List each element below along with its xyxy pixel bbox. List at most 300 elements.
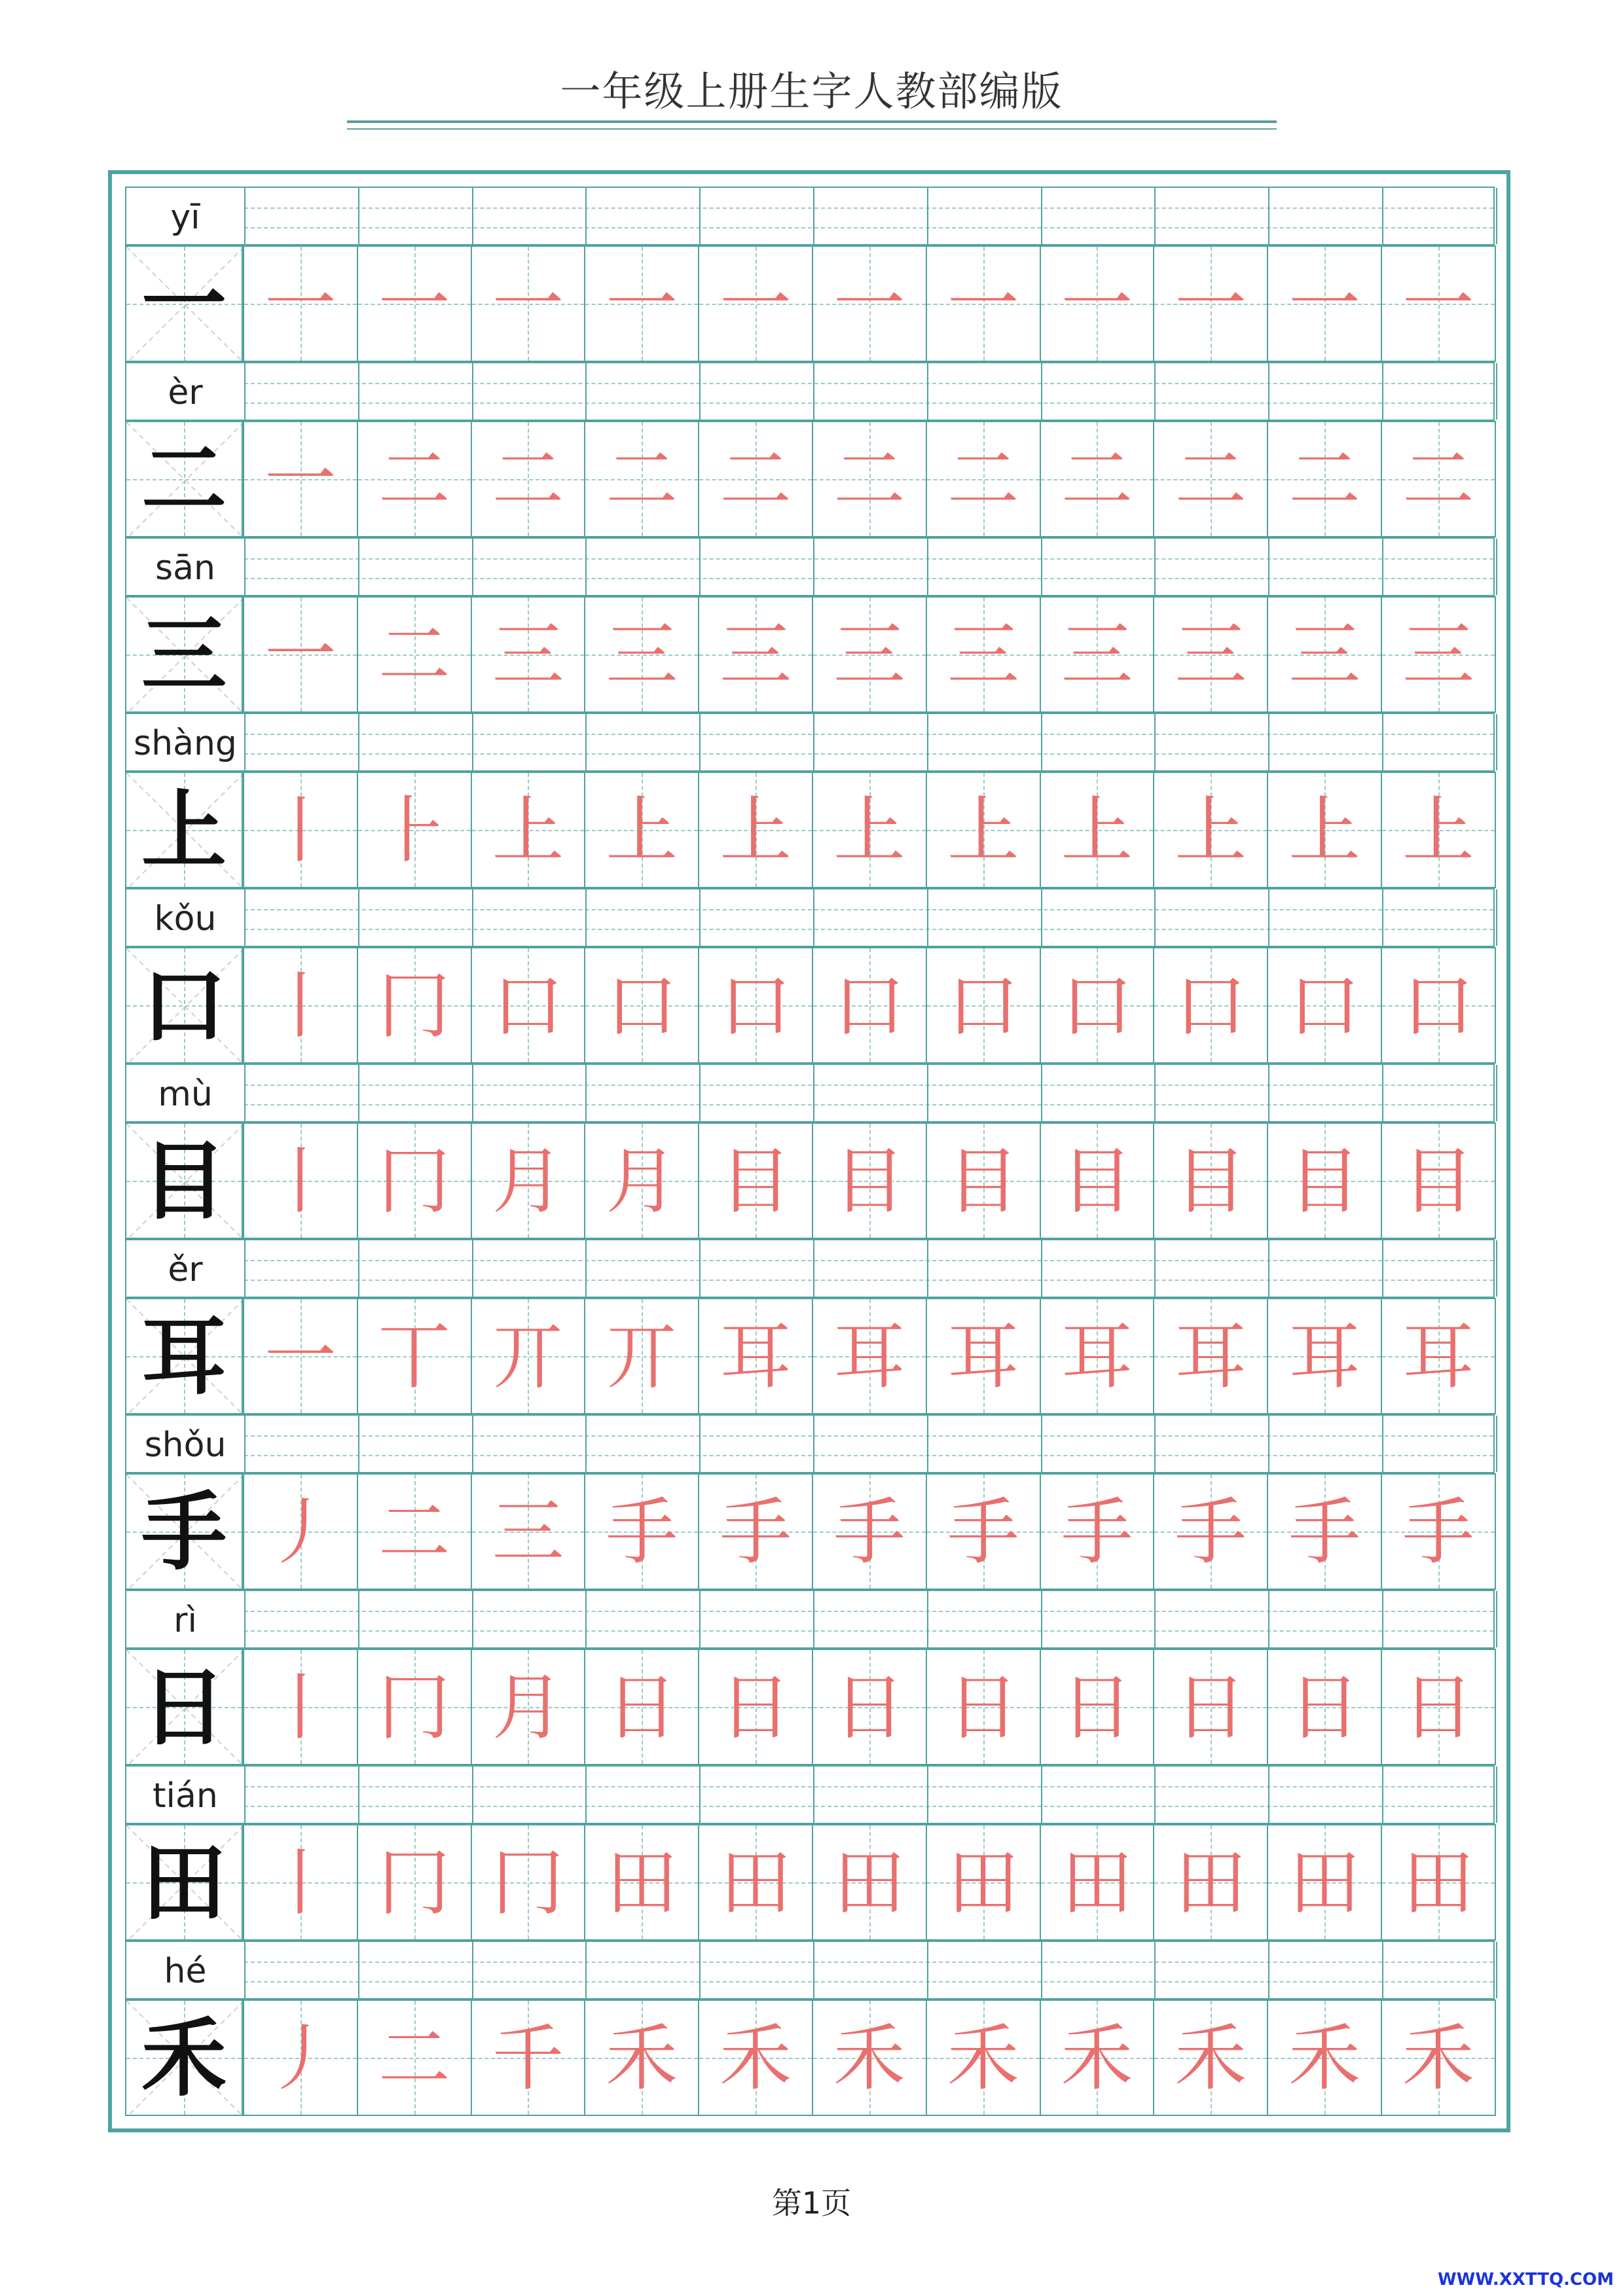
stroke-order-character: 二 — [606, 438, 678, 522]
tracing-cell[interactable] — [1153, 421, 1268, 537]
tracing-cell[interactable] — [584, 596, 699, 713]
stroke-order-character: 日 — [720, 1666, 792, 1749]
tracing-cell[interactable] — [1153, 1824, 1268, 1941]
tracing-cell[interactable] — [812, 772, 927, 888]
pinyin-label: sān — [155, 548, 215, 588]
tracing-cell[interactable] — [584, 1298, 699, 1414]
tracing-cell[interactable] — [698, 1649, 813, 1765]
tracing-cell[interactable] — [471, 1473, 586, 1590]
pinyin-band — [125, 713, 1495, 772]
stroke-order-character: 冂 — [378, 1139, 450, 1223]
stroke-order-character: 耳 — [1288, 1315, 1361, 1399]
tracing-cell[interactable] — [1267, 1824, 1382, 1941]
stroke-order-character: 目 — [1175, 1139, 1247, 1223]
stroke-order-character: 上 — [492, 789, 564, 872]
stroke-order-character: 二 — [1288, 438, 1361, 522]
stroke-order-character: 手 — [1061, 1490, 1133, 1574]
stroke-order-character: 一 — [1402, 262, 1474, 346]
tracing-cell[interactable] — [1153, 1298, 1268, 1414]
tracing-cell[interactable] — [471, 947, 586, 1064]
stroke-order-character: 二 — [1061, 438, 1133, 522]
tracing-cell[interactable] — [471, 1649, 586, 1765]
tracing-cell[interactable] — [698, 421, 813, 537]
stroke-order-character: 田 — [1175, 1841, 1247, 1925]
tracing-cell[interactable] — [1267, 947, 1382, 1064]
stroke-order-character: 禾 — [1402, 2017, 1474, 2100]
stroke-order-character: 二 — [378, 438, 450, 522]
model-character-cell — [125, 421, 243, 537]
character-cells — [125, 1824, 1495, 1941]
tracing-cell[interactable] — [926, 2000, 1041, 2116]
stroke-order-character: 口 — [492, 964, 564, 1048]
tracing-cell[interactable] — [1153, 1649, 1268, 1765]
tracing-cell[interactable] — [812, 245, 927, 362]
stroke-order-character: 耳 — [1175, 1315, 1247, 1399]
stroke-order-character: 禾 — [1061, 2017, 1133, 2100]
tracing-cell[interactable] — [926, 772, 1041, 888]
model-character: 耳 — [141, 1306, 227, 1407]
stroke-order-character: 禾 — [1175, 2017, 1247, 2100]
character-cells — [125, 772, 1495, 888]
tracing-cell[interactable] — [584, 421, 699, 537]
tracing-cell[interactable] — [812, 1122, 927, 1239]
stroke-order-character: 耳 — [833, 1315, 905, 1399]
tracing-cell[interactable] — [698, 1122, 813, 1239]
stroke-order-character: 上 — [720, 789, 792, 872]
tracing-cell[interactable] — [1040, 947, 1155, 1064]
tracing-cell[interactable] — [926, 1824, 1041, 1941]
stroke-order-character: 冂 — [378, 1841, 450, 1925]
character-row — [125, 362, 1495, 537]
pinyin-band — [125, 1941, 1495, 2000]
tracing-cell[interactable] — [243, 772, 358, 888]
practice-grid — [125, 187, 1495, 2115]
model-character: 手 — [141, 1482, 227, 1582]
pinyin-band — [125, 1239, 1495, 1298]
stroke-order-character: 二 — [947, 438, 1019, 522]
tracing-cell[interactable] — [698, 1824, 813, 1941]
stroke-order-character: 田 — [1288, 1841, 1361, 1925]
tracing-cell[interactable] — [1040, 1298, 1155, 1414]
model-character-cell — [125, 1122, 243, 1239]
stroke-order-character: 丅 — [378, 1315, 450, 1399]
tracing-cell[interactable] — [926, 947, 1041, 1064]
stroke-order-character: 日 — [1288, 1666, 1361, 1749]
stroke-order-character: 丨 — [264, 789, 337, 872]
character-cells — [125, 1298, 1495, 1414]
stroke-order-character: 千 — [492, 2017, 564, 2100]
stroke-order-character: 一 — [264, 262, 337, 346]
tracing-cell[interactable] — [1381, 1649, 1496, 1765]
stroke-order-character: 一 — [1061, 262, 1133, 346]
model-character: 日 — [141, 1657, 227, 1757]
tracing-cell[interactable] — [812, 1473, 927, 1590]
stroke-order-character: 日 — [947, 1666, 1019, 1749]
tracing-cell[interactable] — [584, 1473, 699, 1590]
character-cells — [125, 421, 1495, 537]
tracing-cell[interactable] — [812, 947, 927, 1064]
tracing-cell[interactable] — [471, 1122, 586, 1239]
stroke-order-character: 二 — [833, 438, 905, 522]
stroke-order-character: 上 — [1175, 789, 1247, 872]
stroke-order-character: 一 — [264, 1315, 337, 1399]
model-character: 禾 — [141, 2008, 227, 2108]
stroke-order-character: 耳 — [1402, 1315, 1474, 1399]
tracing-cell[interactable] — [471, 772, 586, 888]
tracing-cell[interactable] — [357, 772, 472, 888]
stroke-order-character: 三 — [492, 1490, 564, 1574]
stroke-order-character: 二 — [1402, 438, 1474, 522]
tracing-cell[interactable] — [1040, 1824, 1155, 1941]
stroke-order-character: 丨 — [264, 1841, 337, 1925]
stroke-order-character: 二 — [492, 438, 564, 522]
pinyin-label: kǒu — [154, 899, 217, 939]
stroke-order-character: 三 — [606, 613, 678, 697]
model-character: 田 — [141, 1833, 227, 1933]
stroke-order-character: 口 — [720, 964, 792, 1048]
tracing-cell[interactable] — [471, 596, 586, 713]
stroke-order-character: 田 — [606, 1841, 678, 1925]
stroke-order-character: 二 — [378, 1490, 450, 1574]
stroke-order-character: 禾 — [1288, 2017, 1361, 2100]
character-row — [125, 1414, 1495, 1590]
stroke-order-character: 一 — [1288, 262, 1361, 346]
stroke-order-character: 日 — [1402, 1666, 1474, 1749]
tracing-cell[interactable] — [243, 1122, 358, 1239]
model-character: 三 — [141, 605, 227, 705]
tracing-cell[interactable] — [1381, 1298, 1496, 1414]
stroke-order-character: 一 — [833, 262, 905, 346]
pinyin-band — [125, 1590, 1495, 1649]
model-character-cell — [125, 596, 243, 713]
tracing-cell[interactable] — [471, 1298, 586, 1414]
stroke-order-character: 日 — [1175, 1666, 1247, 1749]
tracing-cell[interactable] — [812, 1649, 927, 1765]
tracing-cell[interactable] — [1267, 1473, 1382, 1590]
stroke-order-character: 手 — [606, 1490, 678, 1574]
pinyin-label: shǒu — [144, 1426, 227, 1465]
stroke-order-character: 上 — [606, 789, 678, 872]
stroke-order-character: 丿 — [264, 1490, 337, 1574]
stroke-order-character: 月 — [492, 1139, 564, 1223]
pinyin-label: yī — [170, 198, 200, 237]
stroke-order-character: 三 — [492, 613, 564, 697]
character-row — [125, 713, 1495, 888]
tracing-cell[interactable] — [698, 2000, 813, 2116]
tracing-cell[interactable] — [357, 1824, 472, 1941]
stroke-order-character: 三 — [1402, 613, 1474, 697]
tracing-cell[interactable] — [1267, 596, 1382, 713]
tracing-cell[interactable] — [812, 1298, 927, 1414]
tracing-cell[interactable] — [1040, 2000, 1155, 2116]
tracing-cell[interactable] — [1040, 245, 1155, 362]
model-character-cell — [125, 245, 243, 362]
tracing-cell[interactable] — [698, 245, 813, 362]
stroke-order-character: 一 — [492, 262, 564, 346]
tracing-cell[interactable] — [1040, 596, 1155, 713]
stroke-order-character: 口 — [1288, 964, 1361, 1048]
tracing-cell[interactable] — [1153, 245, 1268, 362]
stroke-order-character: 三 — [1175, 613, 1247, 697]
character-cells — [125, 1122, 1495, 1239]
stroke-order-character: 手 — [947, 1490, 1019, 1574]
stroke-order-character: 耳 — [1061, 1315, 1133, 1399]
stroke-order-character: 田 — [1061, 1841, 1133, 1925]
character-row — [125, 1765, 1495, 1941]
tracing-cell[interactable] — [1381, 421, 1496, 537]
character-cells — [125, 2000, 1495, 2116]
tracing-cell[interactable] — [1153, 2000, 1268, 2116]
stroke-order-character: 丨 — [264, 1666, 337, 1749]
stroke-order-character: 一 — [720, 262, 792, 346]
pinyin-label: shàng — [134, 724, 237, 763]
tracing-cell[interactable] — [926, 1649, 1041, 1765]
tracing-cell[interactable] — [698, 772, 813, 888]
stroke-order-character: 目 — [720, 1139, 792, 1223]
tracing-cell[interactable] — [1381, 1824, 1496, 1941]
stroke-order-character: 口 — [1402, 964, 1474, 1048]
tracing-cell[interactable] — [1153, 1122, 1268, 1239]
tracing-cell[interactable] — [584, 1649, 699, 1765]
tracing-cell[interactable] — [243, 245, 358, 362]
stroke-order-character: 禾 — [606, 2017, 678, 2100]
tracing-cell[interactable] — [243, 1824, 358, 1941]
tracing-cell[interactable] — [584, 947, 699, 1064]
tracing-cell[interactable] — [698, 947, 813, 1064]
tracing-cell[interactable] — [1381, 947, 1496, 1064]
tracing-cell[interactable] — [698, 1473, 813, 1590]
stroke-order-character: 手 — [833, 1490, 905, 1574]
tracing-cell[interactable] — [1381, 245, 1496, 362]
stroke-order-character: 二 — [1175, 438, 1247, 522]
tracing-cell[interactable] — [1040, 1122, 1155, 1239]
tracing-cell[interactable] — [243, 1298, 358, 1414]
character-row — [125, 537, 1495, 713]
tracing-cell[interactable] — [1040, 772, 1155, 888]
stroke-order-character: 禾 — [720, 2017, 792, 2100]
stroke-order-character: 手 — [1288, 1490, 1361, 1574]
tracing-cell[interactable] — [243, 947, 358, 1064]
tracing-cell[interactable] — [1153, 947, 1268, 1064]
stroke-order-character: 月 — [492, 1666, 564, 1749]
tracing-cell[interactable] — [357, 1298, 472, 1414]
pinyin-label: èr — [168, 373, 203, 412]
tracing-cell[interactable] — [926, 1298, 1041, 1414]
character-row — [125, 1239, 1495, 1414]
tracing-cell[interactable] — [812, 1824, 927, 1941]
stroke-order-character: 月 — [606, 1139, 678, 1223]
stroke-order-character: 一 — [1175, 262, 1247, 346]
character-cells — [125, 1473, 1495, 1590]
character-cells — [125, 596, 1495, 713]
tracing-cell[interactable] — [471, 245, 586, 362]
stroke-order-character: 三 — [833, 613, 905, 697]
tracing-cell[interactable] — [1267, 772, 1382, 888]
character-row — [125, 888, 1495, 1064]
pinyin-label: ěr — [168, 1250, 203, 1289]
tracing-cell[interactable] — [584, 772, 699, 888]
pinyin-band — [125, 187, 1495, 245]
tracing-cell[interactable] — [243, 2000, 358, 2116]
tracing-cell[interactable] — [926, 1473, 1041, 1590]
tracing-cell[interactable] — [357, 1649, 472, 1765]
tracing-cell[interactable] — [1381, 2000, 1496, 2116]
stroke-order-character: 禾 — [947, 2017, 1019, 2100]
tracing-cell[interactable] — [926, 421, 1041, 537]
stroke-order-character: 一 — [264, 613, 337, 697]
stroke-order-character: 日 — [833, 1666, 905, 1749]
pinyin-label: rì — [173, 1601, 197, 1640]
model-character-cell — [125, 1473, 243, 1590]
tracing-cell[interactable] — [357, 245, 472, 362]
stroke-order-character: 口 — [947, 964, 1019, 1048]
stroke-order-character: 丨 — [264, 1139, 337, 1223]
character-row — [125, 187, 1495, 362]
stroke-order-character: 田 — [720, 1841, 792, 1925]
stroke-order-character: 手 — [720, 1490, 792, 1574]
tracing-cell[interactable] — [1381, 1473, 1496, 1590]
tracing-cell[interactable] — [1153, 596, 1268, 713]
tracing-cell[interactable] — [471, 1824, 586, 1941]
stroke-order-character: 冂 — [492, 1841, 564, 1925]
tracing-cell[interactable] — [584, 1824, 699, 1941]
tracing-cell[interactable] — [926, 1122, 1041, 1239]
tracing-cell[interactable] — [1267, 421, 1382, 537]
stroke-order-character: 目 — [1402, 1139, 1474, 1223]
stroke-order-character: ⺊ — [378, 789, 450, 872]
tracing-cell[interactable] — [357, 2000, 472, 2116]
pinyin-label: hé — [164, 1952, 207, 1991]
stroke-order-character: 口 — [1061, 964, 1133, 1048]
tracing-cell[interactable] — [243, 596, 358, 713]
stroke-order-character: 手 — [1402, 1490, 1474, 1574]
stroke-order-character: 一 — [264, 438, 337, 522]
page-title: 一年级上册生字人教部编版 — [560, 67, 1063, 115]
character-cells — [125, 245, 1495, 362]
character-cells — [125, 947, 1495, 1064]
model-character: 二 — [141, 429, 227, 529]
stroke-order-character: 目 — [1061, 1139, 1133, 1223]
tracing-cell[interactable] — [357, 596, 472, 713]
tracing-cell[interactable] — [812, 2000, 927, 2116]
stroke-order-character: 一 — [606, 262, 678, 346]
stroke-order-character: 手 — [1175, 1490, 1247, 1574]
tracing-cell[interactable] — [1267, 1649, 1382, 1765]
stroke-order-character: 上 — [947, 789, 1019, 872]
stroke-order-character: 耳 — [720, 1315, 792, 1399]
tracing-cell[interactable] — [1040, 1649, 1155, 1765]
model-character: 一 — [141, 254, 227, 354]
tracing-cell[interactable] — [926, 596, 1041, 713]
stroke-order-character: 冂 — [378, 964, 450, 1048]
model-character-cell — [125, 772, 243, 888]
tracing-cell[interactable] — [357, 947, 472, 1064]
stroke-order-character: 禾 — [833, 2017, 905, 2100]
tracing-cell[interactable] — [584, 245, 699, 362]
pinyin-band — [125, 1765, 1495, 1824]
tracing-cell[interactable] — [357, 1122, 472, 1239]
model-character-cell — [125, 1824, 243, 1941]
character-row — [125, 1064, 1495, 1239]
tracing-cell[interactable] — [1381, 1122, 1496, 1239]
stroke-order-character: 二 — [720, 438, 792, 522]
pinyin-band — [125, 537, 1495, 596]
model-character: 口 — [141, 956, 227, 1056]
tracing-cell[interactable] — [243, 1649, 358, 1765]
tracing-cell[interactable] — [812, 421, 927, 537]
pinyin-band — [125, 1414, 1495, 1473]
tracing-cell[interactable] — [698, 596, 813, 713]
tracing-cell[interactable] — [243, 421, 358, 537]
tracing-cell[interactable] — [926, 245, 1041, 362]
page-number: 第1页 — [771, 2185, 852, 2221]
pinyin-band — [125, 1064, 1495, 1122]
stroke-order-character: 丌 — [492, 1315, 564, 1399]
model-character: 上 — [141, 780, 227, 880]
site-watermark: WWW.XXTTQ.COM — [1438, 2270, 1614, 2289]
tracing-cell[interactable] — [812, 596, 927, 713]
stroke-order-character: 三 — [1288, 613, 1361, 697]
stroke-order-character: 上 — [1061, 789, 1133, 872]
tracing-cell[interactable] — [584, 2000, 699, 2116]
tracing-cell[interactable] — [1153, 772, 1268, 888]
tracing-cell[interactable] — [357, 421, 472, 537]
model-character-cell — [125, 1649, 243, 1765]
stroke-order-character: 目 — [833, 1139, 905, 1223]
model-character-cell — [125, 1298, 243, 1414]
tracing-cell[interactable] — [243, 1473, 358, 1590]
stroke-order-character: 口 — [833, 964, 905, 1048]
tracing-cell[interactable] — [1040, 1473, 1155, 1590]
tracing-cell[interactable] — [1267, 1122, 1382, 1239]
tracing-cell[interactable] — [1381, 772, 1496, 888]
stroke-order-character: 目 — [947, 1139, 1019, 1223]
tracing-cell[interactable] — [1267, 245, 1382, 362]
tracing-cell[interactable] — [1267, 2000, 1382, 2116]
model-character-cell — [125, 2000, 243, 2116]
stroke-order-character: 耳 — [947, 1315, 1019, 1399]
character-cells — [125, 1649, 1495, 1765]
stroke-order-character: 二 — [378, 2017, 450, 2100]
character-row — [125, 1941, 1495, 2116]
stroke-order-character: 上 — [1402, 789, 1474, 872]
tracing-cell[interactable] — [1040, 421, 1155, 537]
stroke-order-character: 一 — [947, 262, 1019, 346]
stroke-order-character: 日 — [1061, 1666, 1133, 1749]
tracing-cell[interactable] — [698, 1298, 813, 1414]
stroke-order-character: 口 — [1175, 964, 1247, 1048]
stroke-order-character: 丨 — [264, 964, 337, 1048]
tracing-cell[interactable] — [471, 421, 586, 537]
tracing-cell[interactable] — [1153, 1473, 1268, 1590]
tracing-cell[interactable] — [1267, 1298, 1382, 1414]
tracing-cell[interactable] — [584, 1122, 699, 1239]
title-underline — [347, 120, 1277, 123]
stroke-order-character: 日 — [606, 1666, 678, 1749]
tracing-cell[interactable] — [471, 2000, 586, 2116]
stroke-order-character: 田 — [947, 1841, 1019, 1925]
character-row — [125, 1590, 1495, 1765]
tracing-cell[interactable] — [357, 1473, 472, 1590]
stroke-order-character: 一 — [378, 262, 450, 346]
stroke-order-character: 田 — [1402, 1841, 1474, 1925]
tracing-cell[interactable] — [1381, 596, 1496, 713]
model-character: 目 — [141, 1131, 227, 1231]
stroke-order-character: 三 — [720, 613, 792, 697]
title-underline-thin — [347, 128, 1277, 130]
stroke-order-character: 丌 — [606, 1315, 678, 1399]
pinyin-band — [125, 888, 1495, 947]
